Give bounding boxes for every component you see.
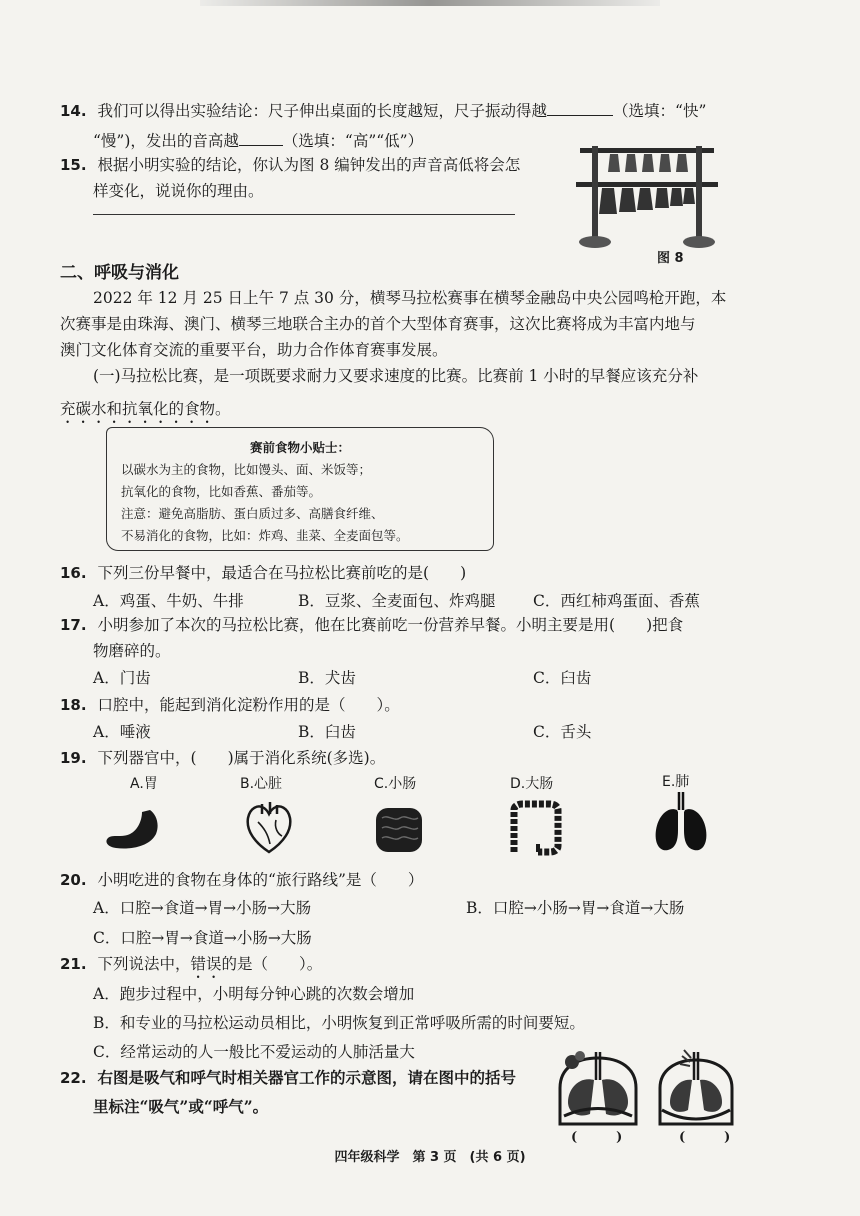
q14-text2-tail: （选填：“高”“低”） bbox=[282, 132, 424, 150]
figure8-label: 图 8 bbox=[657, 251, 684, 266]
section2-title: 二、呼吸与消化 bbox=[60, 263, 179, 283]
breathing-diagram-left bbox=[556, 1048, 640, 1128]
q21-option-c[interactable]: C．经常运动的人一般比不爱运动的人肺活量大 bbox=[93, 1043, 415, 1061]
section2-para2-line2: 充碳水和抗氧化的食物。 bbox=[60, 400, 231, 418]
tips-title: 赛前食物小贴士： bbox=[249, 440, 350, 455]
section2-para1-line1: 2022 年 12 月 25 日上午 7 点 30 分，横琴马拉松赛事在横琴金融岛中央公园鸣枪开跑，本 bbox=[93, 289, 727, 307]
q16-option-c[interactable]: C．西红柿鸡蛋面、香蕉 bbox=[533, 592, 700, 610]
q14-blank2[interactable] bbox=[239, 145, 283, 146]
q21-emphasis: 错误 bbox=[190, 955, 222, 973]
organ-label-stomach: A.胃 bbox=[130, 776, 158, 792]
q14-number: 14. bbox=[60, 102, 87, 120]
q20-stem-line bbox=[60, 869, 423, 891]
q16-number: 16. bbox=[60, 564, 87, 582]
tips-line: 抗氧化的食物，比如香蕉、番茄等。 bbox=[121, 484, 322, 499]
page-footer: 四年级科学 第 3 页 (共 6 页) bbox=[334, 1150, 526, 1165]
stomach-icon bbox=[102, 808, 164, 852]
q21-stem: 下列说法中，错误的是（ ）。 bbox=[97, 955, 323, 973]
q17-option-a[interactable]: A．门齿 bbox=[93, 669, 151, 687]
tips-line: 不易消化的食物，比如：炸鸡、韭菜、全麦面包等。 bbox=[121, 528, 409, 543]
q14-text1: 我们可以得出实验结论：尺子伸出桌面的长度越短，尺子振动得越 bbox=[97, 102, 548, 120]
q20-option-b[interactable]: B．口腔→小肠→胃→食道→大肠 bbox=[466, 899, 685, 917]
q19-stem-line bbox=[60, 747, 385, 769]
q14-line2 bbox=[93, 130, 423, 152]
section2-para1-line2: 次赛事是由珠海、澳门、横琴三地联合主办的首个大型体育赛事，这次比赛将成为丰富内地与 bbox=[60, 315, 696, 333]
q22-text1: 右图是吸气和呼气时相关器官工作的示意图，请在图中的括号 bbox=[97, 1068, 517, 1087]
bianzhong-figure bbox=[572, 138, 722, 250]
q18-number: 18. bbox=[60, 696, 87, 714]
q16-option-a[interactable]: A．鸡蛋、牛奶、牛排 bbox=[93, 592, 244, 610]
large-intestine-icon bbox=[504, 800, 566, 856]
q14-line1 bbox=[60, 100, 706, 122]
section2-para2-line1: (一)马拉松比赛，是一项既要求耐力又要求速度的比赛。比赛前 1 小时的早餐应该充分补 bbox=[93, 367, 699, 385]
organ-label-small-intestine: C.小肠 bbox=[374, 776, 417, 792]
section2-para1-line3: 澳门文化体育交流的重要平台，助力合作体育赛事发展。 bbox=[60, 341, 448, 359]
q17-text1: 小明参加了本次的马拉松比赛，他在比赛前吃一份营养早餐。小明主要是用( )把食 bbox=[97, 616, 684, 634]
organ-label-lung: E.肺 bbox=[662, 774, 690, 790]
q22-text2: 里标注“吸气”或“呼气”。 bbox=[93, 1097, 269, 1116]
q16-stem: 下列三份早餐中，最适合在马拉松比赛前吃的是( ) bbox=[97, 564, 467, 582]
q17-line1 bbox=[60, 614, 683, 636]
heart-icon bbox=[244, 800, 294, 856]
tips-box bbox=[106, 427, 494, 551]
q15-number: 15. bbox=[60, 156, 87, 174]
q16-option-b[interactable]: B．豆浆、全麦面包、炸鸡腿 bbox=[298, 592, 496, 610]
q15-answer-line[interactable] bbox=[93, 214, 515, 215]
q19-stem: 下列器官中，( )属于消化系统(多选)。 bbox=[97, 749, 386, 767]
small-intestine-icon bbox=[374, 806, 424, 854]
q17-option-c[interactable]: C．臼齿 bbox=[533, 669, 592, 687]
q17-number: 17. bbox=[60, 616, 87, 634]
q14-text2: “慢”)，发出的音高越 bbox=[93, 132, 239, 150]
organ-label-large-intestine: D.大肠 bbox=[510, 776, 554, 792]
tips-line: 以碳水为主的食物，比如馒头、面、米饭等； bbox=[121, 462, 372, 477]
q16-stem-line bbox=[60, 562, 466, 584]
lung-icon bbox=[654, 790, 708, 854]
q19-number: 19. bbox=[60, 749, 87, 767]
q20-option-a[interactable]: A．口腔→食道→胃→小肠→大肠 bbox=[93, 899, 312, 917]
breathing-diagram-right bbox=[654, 1048, 738, 1128]
q21-number: 21. bbox=[60, 955, 87, 973]
q17-option-b[interactable]: B．犬齿 bbox=[298, 669, 356, 687]
q22-number: 22. bbox=[60, 1069, 87, 1087]
q14-text1-tail: （选填：“快” bbox=[613, 102, 707, 120]
q22-line1 bbox=[60, 1067, 516, 1089]
q18-stem-line bbox=[60, 694, 400, 716]
scan-edge bbox=[200, 0, 660, 6]
q21-stem-line bbox=[60, 953, 322, 982]
q22-bracket-right[interactable]: ( ) bbox=[679, 1130, 731, 1145]
q18-option-b[interactable]: B．臼齿 bbox=[298, 723, 356, 741]
q17-text2: 物磨碎的。 bbox=[93, 642, 171, 660]
q15-text2: 样变化，说说你的理由。 bbox=[93, 182, 264, 200]
q21-option-a[interactable]: A．跑步过程中，小明每分钟心跳的次数会增加 bbox=[93, 985, 415, 1003]
organ-label-heart: B.心脏 bbox=[240, 776, 283, 792]
q18-option-a[interactable]: A．唾液 bbox=[93, 723, 151, 741]
q18-option-c[interactable]: C．舌头 bbox=[533, 723, 592, 741]
tips-line: 注意：避免高脂肪、蛋白质过多、高膳食纤维、 bbox=[121, 506, 384, 521]
q20-option-c[interactable]: C．口腔→胃→食道→小肠→大肠 bbox=[93, 929, 312, 947]
q22-bracket-left[interactable]: ( ) bbox=[571, 1130, 623, 1145]
q20-number: 20. bbox=[60, 871, 87, 889]
q15-text1: 根据小明实验的结论，你认为图 8 编钟发出的声音高低将会怎 bbox=[97, 156, 521, 174]
q20-stem: 小明吃进的食物在身体的“旅行路线”是（ ） bbox=[97, 871, 424, 889]
q18-stem: 口腔中，能起到消化淀粉作用的是（ ）。 bbox=[97, 696, 400, 714]
q15-line1 bbox=[60, 154, 520, 176]
q14-blank1[interactable] bbox=[547, 115, 613, 116]
q21-option-b[interactable]: B．和专业的马拉松运动员相比，小明恢复到正常呼吸所需的时间要短。 bbox=[93, 1014, 585, 1032]
